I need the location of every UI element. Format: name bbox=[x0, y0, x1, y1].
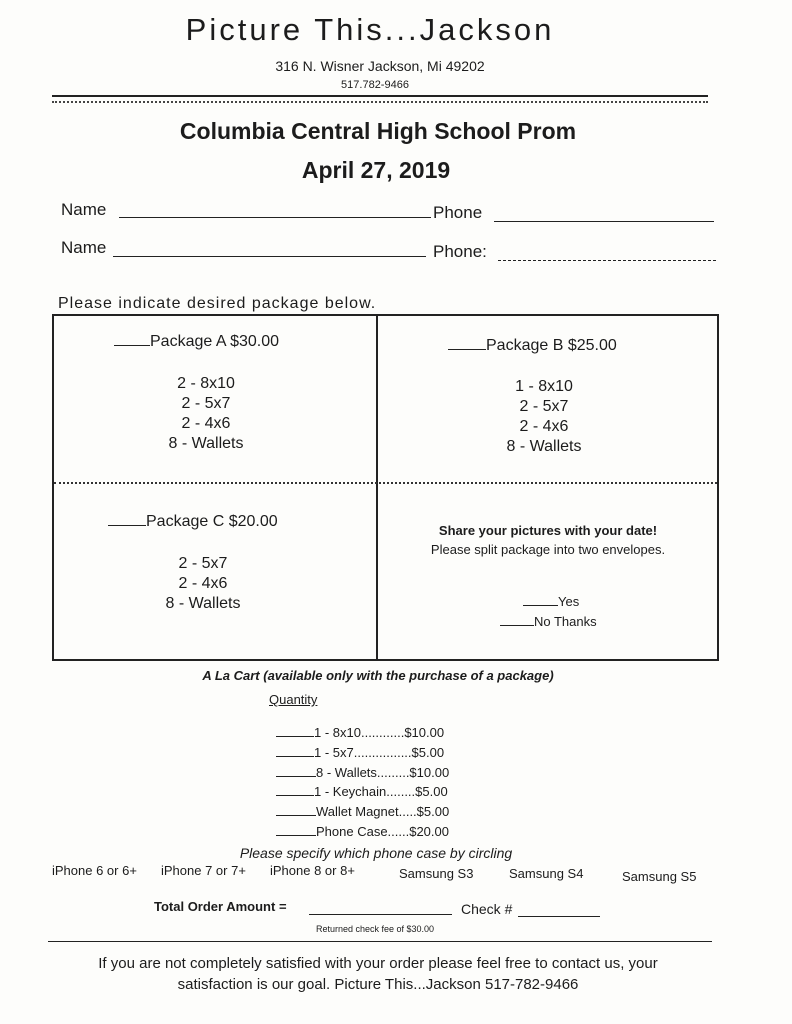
cart-qty-line[interactable] bbox=[276, 736, 314, 737]
package-a-item: 2 - 5x7 bbox=[181, 395, 231, 412]
package-c-title: Package C $20.00 bbox=[146, 513, 278, 530]
cart-item-label: 8 - Wallets.........$10.00 bbox=[316, 765, 450, 780]
package-c-item: 2 - 4x6 bbox=[178, 575, 228, 592]
event-name: Columbia Central High School Prom bbox=[179, 118, 577, 144]
name2-label: Name bbox=[61, 238, 107, 257]
cart-row[interactable] bbox=[276, 745, 444, 760]
cart-row[interactable] bbox=[276, 804, 449, 819]
check-label: Check # bbox=[461, 901, 513, 917]
total-amount-field[interactable] bbox=[309, 914, 452, 915]
share-title: Share your pictures with your date! bbox=[438, 523, 658, 538]
share-yes-checkline[interactable] bbox=[523, 605, 558, 606]
package-b-item: 8 - Wallets bbox=[506, 438, 582, 455]
company-address: 316 N. Wisner Jackson, Mi 49202 bbox=[275, 58, 485, 74]
package-a-item: 8 - Wallets bbox=[168, 435, 244, 452]
package-b-item: 1 - 8x10 bbox=[515, 378, 573, 395]
package-a-item: 2 - 4x6 bbox=[181, 415, 231, 432]
share-no-label: No Thanks bbox=[534, 614, 597, 629]
package-b-item: 2 - 5x7 bbox=[519, 398, 569, 415]
package-a-item: 2 - 8x10 bbox=[177, 375, 235, 392]
package-b-title: Package B $25.00 bbox=[486, 337, 617, 354]
package-b-checkline[interactable] bbox=[448, 349, 486, 350]
check-number-field[interactable] bbox=[518, 916, 600, 917]
name1-label: Name bbox=[61, 200, 107, 219]
phone-case-option[interactable]: Samsung S3 bbox=[399, 866, 474, 881]
package-c-option[interactable] bbox=[108, 513, 278, 531]
share-yes-option[interactable] bbox=[523, 594, 579, 609]
phone-case-option[interactable]: Samsung S4 bbox=[509, 866, 584, 881]
a-la-cart-title: A La Cart (available only with the purchase of a package) bbox=[202, 668, 554, 683]
cart-item-label: 1 - 8x10............$10.00 bbox=[314, 725, 445, 740]
company-name: Picture This...Jackson bbox=[185, 12, 555, 47]
phone-case-option[interactable]: iPhone 8 or 8+ bbox=[270, 863, 355, 878]
phone2-field[interactable] bbox=[498, 260, 716, 261]
footer-line-1: If you are not completely satisfied with your order please feel free to contact us, your bbox=[98, 955, 658, 972]
total-label: Total Order Amount = bbox=[154, 899, 287, 914]
package-a-option[interactable] bbox=[114, 333, 279, 351]
cart-item-label: 1 - Keychain........$5.00 bbox=[314, 784, 448, 799]
share-no-option[interactable] bbox=[500, 614, 597, 629]
cart-item-label: 1 - 5x7................$5.00 bbox=[314, 745, 445, 760]
share-no-checkline[interactable] bbox=[500, 625, 534, 626]
company-phone: 517.782-9466 bbox=[341, 79, 409, 91]
cart-item-label: Phone Case......$20.00 bbox=[316, 824, 449, 839]
cart-qty-line[interactable] bbox=[276, 776, 316, 777]
package-c-item: 2 - 5x7 bbox=[178, 555, 228, 572]
cart-row[interactable] bbox=[276, 765, 449, 780]
package-b-item: 2 - 4x6 bbox=[519, 418, 569, 435]
cart-qty-line[interactable] bbox=[276, 835, 316, 836]
header-divider bbox=[52, 95, 708, 103]
package-c-checkline[interactable] bbox=[108, 525, 146, 526]
share-subtitle: Please split package into two envelopes. bbox=[430, 542, 666, 557]
event-date: April 27, 2019 bbox=[301, 157, 451, 183]
phone-case-option[interactable]: iPhone 7 or 7+ bbox=[161, 863, 246, 878]
cart-row[interactable] bbox=[276, 784, 448, 799]
footer-line-2: satisfaction is our goal. Picture This...Jackson 517-782-9466 bbox=[177, 976, 579, 993]
grid-divider-vertical bbox=[376, 316, 378, 659]
cart-qty-line[interactable] bbox=[276, 795, 314, 796]
package-instructions: Please indicate desired package below. bbox=[58, 295, 377, 312]
cart-qty-line[interactable] bbox=[276, 815, 316, 816]
returned-check-fee: Returned check fee of $30.00 bbox=[315, 924, 435, 934]
quantity-label: Quantity bbox=[269, 692, 318, 707]
name1-field[interactable] bbox=[119, 217, 431, 218]
phone-case-option[interactable]: iPhone 6 or 6+ bbox=[52, 863, 137, 878]
footer-divider bbox=[48, 941, 712, 942]
cart-row[interactable] bbox=[276, 824, 449, 839]
package-b-items bbox=[444, 377, 644, 457]
package-b-option[interactable] bbox=[448, 337, 617, 355]
cart-qty-line[interactable] bbox=[276, 756, 314, 757]
package-a-items bbox=[106, 374, 306, 454]
package-c-item: 8 - Wallets bbox=[165, 595, 241, 612]
package-a-checkline[interactable] bbox=[114, 345, 150, 346]
package-a-title: Package A $30.00 bbox=[150, 333, 279, 350]
phone-case-option[interactable]: Samsung S5 bbox=[622, 869, 697, 884]
phone2-label: Phone: bbox=[433, 242, 487, 261]
grid-divider-horizontal bbox=[54, 482, 717, 486]
phone1-label: Phone bbox=[433, 203, 483, 222]
package-c-items bbox=[103, 554, 303, 614]
share-yes-label: Yes bbox=[558, 594, 580, 609]
phone1-field[interactable] bbox=[494, 221, 714, 222]
name2-field[interactable] bbox=[113, 256, 426, 257]
phone-case-instruction: Please specify which phone case by circling bbox=[239, 845, 513, 861]
cart-row[interactable] bbox=[276, 725, 444, 740]
cart-item-label: Wallet Magnet.....$5.00 bbox=[316, 804, 450, 819]
